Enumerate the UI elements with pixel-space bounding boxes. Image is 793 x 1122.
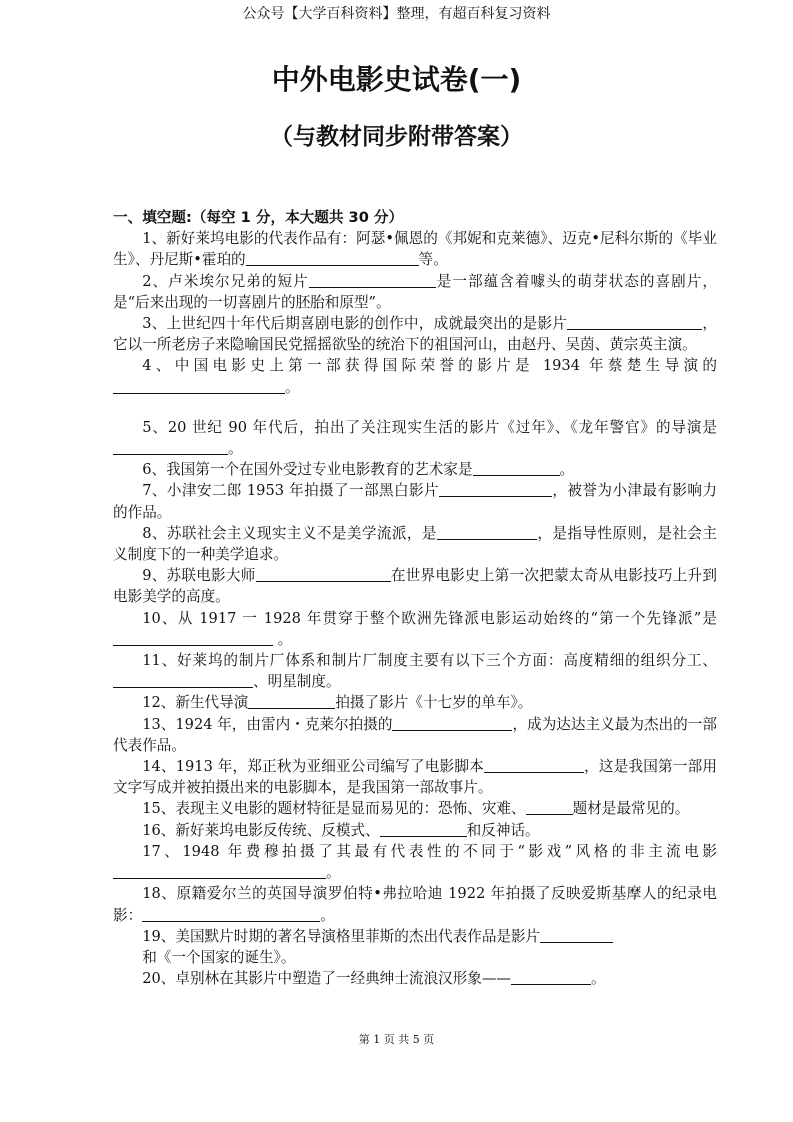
question-text-end: 。 xyxy=(326,864,341,882)
question-18 xyxy=(113,883,717,925)
question-13 xyxy=(113,714,717,756)
answer-blank[interactable] xyxy=(246,250,419,266)
question-14 xyxy=(113,756,717,798)
question-4 xyxy=(113,355,717,397)
question-text: 3、上世纪四十年代后期喜剧电影的创作中，成就最突出的是影片 xyxy=(142,315,568,333)
question-text-end: 是一部蕴含着噱头的萌芽状态的喜剧片，是“后来出现的一切喜剧片的胚胎和原型”。 xyxy=(113,272,717,311)
question-text: 15、表现主义电影的题材特征是显而易见的：恐怖、灾难、 xyxy=(142,800,526,818)
page-title: 中外电影史试卷(一) xyxy=(271,63,522,96)
question-text: 5、20 世纪 90 年代后，拍出了关注现实生活的影片《过年》、《龙年警官》的导演是 xyxy=(142,418,717,436)
answer-blank[interactable] xyxy=(248,693,335,709)
question-text: 8、苏联社会主义现实主义不是美学流派，是 xyxy=(142,524,437,542)
question-text-end: 。 xyxy=(320,906,335,924)
page-subtitle: （与教材同步附带答案） xyxy=(270,124,523,150)
question-11 xyxy=(113,650,717,692)
question-text: 11、好莱坞的制片厂体系和制片厂制度主要有以下三个方面：高度精细的组织分工、 xyxy=(142,652,717,670)
question-text: 19、美国默片时期的著名导演格里菲斯的杰出代表作品是影片 xyxy=(142,927,541,945)
question-1 xyxy=(113,228,717,270)
question-10 xyxy=(113,608,717,650)
answer-blank[interactable] xyxy=(142,906,320,922)
answer-blank[interactable] xyxy=(473,460,560,476)
question-7 xyxy=(113,480,717,522)
question-12 xyxy=(113,692,717,713)
question-text: 2、卢米埃尔兄弟的短片 xyxy=(142,272,309,290)
question-text-end: ，成为达达主义最为杰出的一部代表作品。 xyxy=(113,715,717,754)
question-text-end: 。 xyxy=(591,970,606,988)
question-5 xyxy=(113,417,717,459)
answer-blank[interactable] xyxy=(439,481,552,497)
question-text-end: 和《一个国家的诞生》。 xyxy=(142,948,296,966)
question-text: 1、新好莱坞电影的代表作品有：阿瑟•佩恩的《邦妮和克莱德》、迈克•尼科尔斯的《毕业生》、丹尼斯•霍珀的 xyxy=(113,230,717,269)
question-text-end: 。 xyxy=(285,378,300,396)
question-text-end: 。 xyxy=(228,440,243,458)
question-text-end: 和反神话。 xyxy=(466,821,540,839)
question-8 xyxy=(113,523,717,565)
question-text: 14、1913 年，郑正秋为亚细亚公司编写了电影脚本 xyxy=(142,758,484,776)
section-heading: 一、填空题:（每空 1 分，本大题共 30 分） xyxy=(113,209,404,226)
answer-blank[interactable] xyxy=(526,799,573,815)
answer-blank[interactable] xyxy=(392,715,512,731)
question-6 xyxy=(113,459,717,480)
answer-blank[interactable] xyxy=(309,272,436,288)
question-text-end: ，是指导性原则，是社会主义制度下的一种美学追求。 xyxy=(113,524,717,564)
question-9 xyxy=(113,565,717,607)
question-text: 17、1948 年费穆拍摄了其最有代表性的不同于“影戏”风格的非主流电影 xyxy=(142,842,717,860)
question-text-end: 拍摄了影片《十七岁的单车》。 xyxy=(335,694,533,712)
question-text: 4、中国电影史上第一部获得国际荣誉的影片是 1934 年蔡楚生导演的 xyxy=(142,357,717,375)
question-19 xyxy=(113,926,717,968)
question-17 xyxy=(113,841,717,883)
question-text-end: ，这是我国第一部用文字写成并被拍摄出来的电影脚本，是我国第一部故事片。 xyxy=(113,758,717,797)
page-number: 第 1 页 共 5 页 xyxy=(358,1033,435,1046)
answer-blank[interactable] xyxy=(113,672,253,688)
answer-blank[interactable] xyxy=(113,863,326,879)
answer-blank[interactable] xyxy=(437,524,537,540)
question-text-end: 在世界电影史上第一次把蒙太奇从电影技巧上升到电影美学的高度。 xyxy=(113,567,717,606)
question-text: 6、我国第一个在国外受过专业电影教育的艺术家是 xyxy=(142,461,473,479)
question-text: 20、卓别林在其影片中塑造了一经典绅士流浪汉形象—— xyxy=(142,970,512,988)
question-text-end: 。 xyxy=(273,630,293,648)
header-note: 公众号【大学百科资料】整理，有超百科复习资料 xyxy=(242,6,551,22)
question-text-end: 等。 xyxy=(418,251,448,269)
question-text-end: ，被誉为小津最有影响力的作品。 xyxy=(113,482,717,521)
answer-blank[interactable] xyxy=(511,969,591,985)
question-text: 10、从 1917 一 1928 年贯穿于整个欧洲先锋派电影运动始终的“第一个先锋派”是 xyxy=(142,609,717,627)
question-text-end: 题材是最常见的。 xyxy=(572,800,690,818)
question-section xyxy=(113,207,717,989)
answer-blank[interactable] xyxy=(484,757,584,773)
question-16 xyxy=(113,820,717,841)
question-20 xyxy=(113,968,717,989)
question-text: 7、小津安二郎 1953 年拍摄了一部黑白影片 xyxy=(142,482,440,500)
question-text-end: 、明星制度。 xyxy=(253,673,341,691)
answer-blank[interactable] xyxy=(113,378,285,394)
question-2 xyxy=(113,271,717,313)
question-15 xyxy=(113,798,717,819)
question-text-end: ，它以一所老房子来隐喻国民党摇摇欲坠的统治下的祖国河山，由赵丹、吴茵、黄宗英主演。 xyxy=(113,315,717,354)
answer-blank[interactable] xyxy=(540,927,613,943)
answer-blank[interactable] xyxy=(567,314,702,330)
question-text-end: 。 xyxy=(559,461,575,479)
question-text: 13、1924 年，由雷内・克莱尔拍摄的 xyxy=(142,715,393,733)
answer-blank[interactable] xyxy=(256,566,391,582)
answer-blank[interactable] xyxy=(380,821,467,837)
question-text: 9、苏联电影大师 xyxy=(142,567,256,585)
question-text: 12、新生代导演 xyxy=(142,694,249,712)
answer-blank[interactable] xyxy=(113,439,228,455)
answer-blank[interactable] xyxy=(113,630,273,646)
question-text: 16、新好莱坞电影反传统、反模式、 xyxy=(142,821,380,839)
question-text: 18、原籍爱尔兰的英国导演罗伯特•弗拉哈迪 1922 年拍摄了反映爱斯基摩人的纪录电影： xyxy=(113,885,717,924)
question-3 xyxy=(113,313,717,355)
